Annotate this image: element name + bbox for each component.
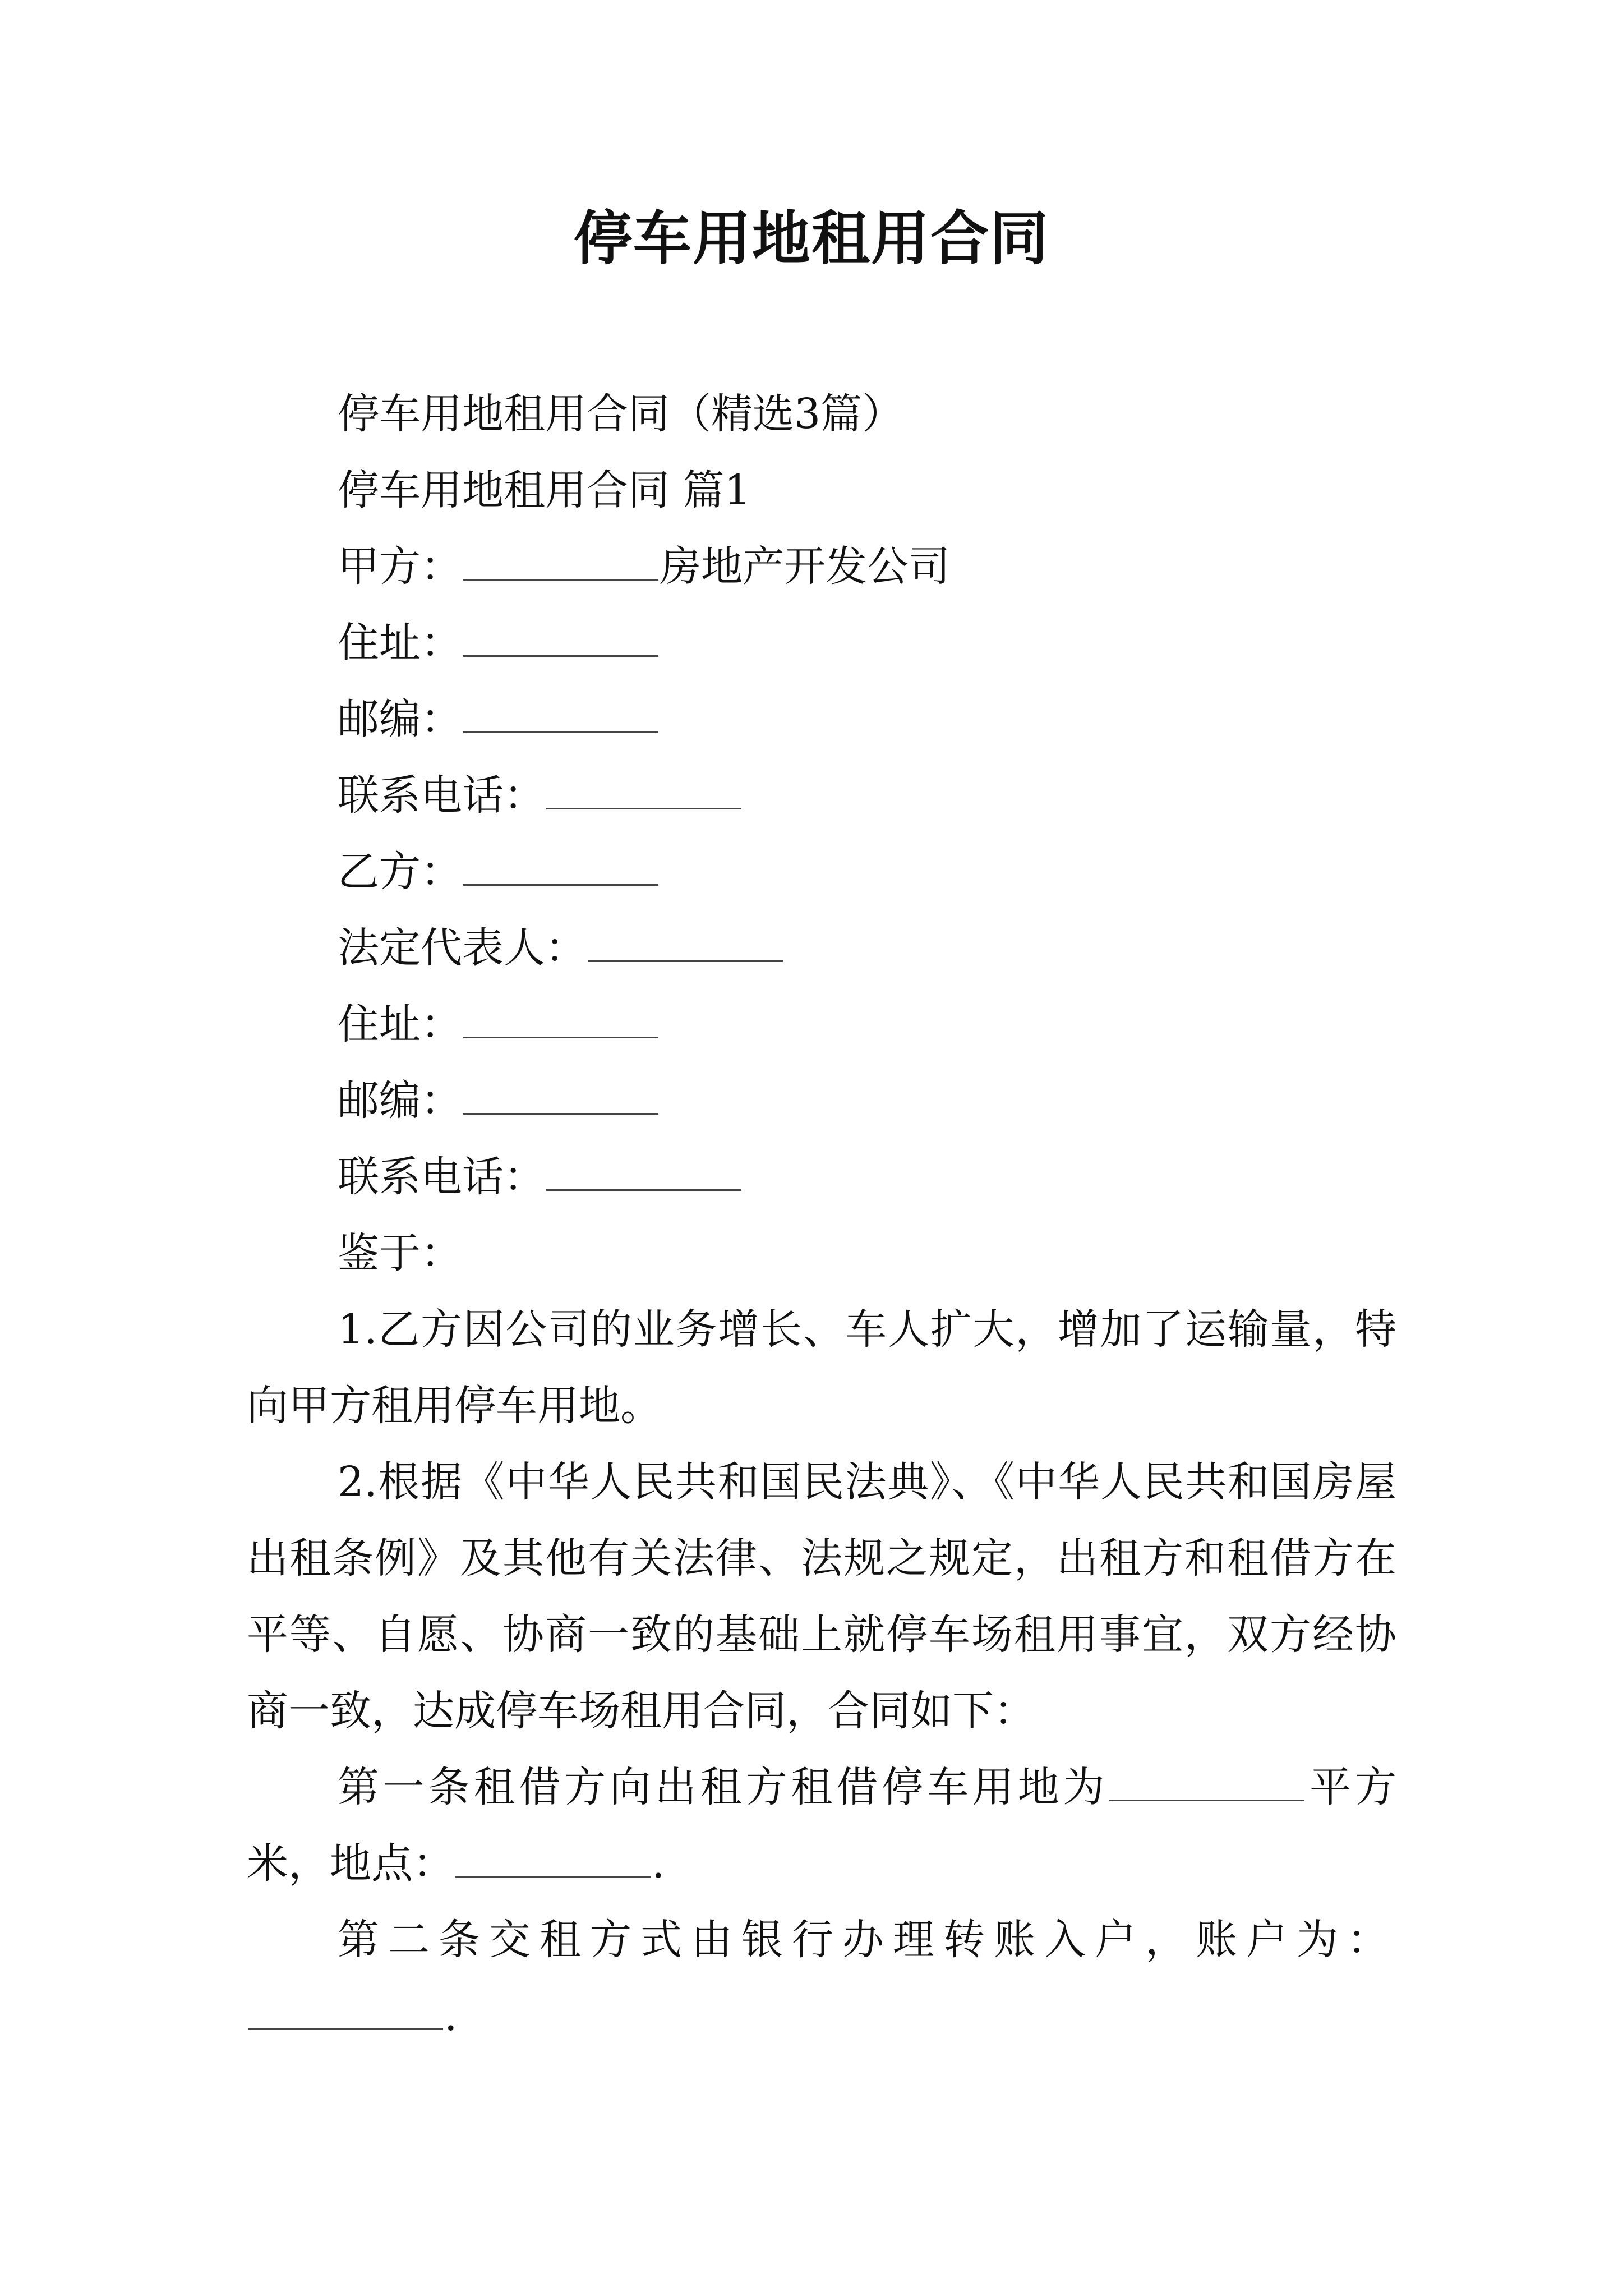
address-b-line (247, 986, 1396, 1062)
legal-rep-blank (588, 924, 783, 962)
phone-b-line (247, 1139, 1396, 1215)
article-2 (247, 1902, 1396, 2054)
address-a-line (247, 605, 1396, 681)
article-1-text: 第一条租借方向出租方租借停车用地为 (338, 1763, 1109, 1811)
article-2-end: . (444, 1992, 465, 2040)
party-b-label: 乙方： (338, 848, 462, 896)
legal-rep-label: 法定代表人： (338, 924, 587, 972)
postcode-b-blank (463, 1077, 658, 1115)
account-blank (248, 1993, 443, 2030)
section-heading: 停车用地租用合同 篇1 (338, 466, 751, 514)
phone-a-line (247, 757, 1396, 834)
area-blank (1109, 1764, 1304, 1801)
postcode-a-line (247, 681, 1396, 757)
article-1 (247, 1749, 1396, 1902)
phone-a-blank (546, 772, 741, 809)
whereas-label: 鉴于： (338, 1229, 462, 1277)
party-a-suffix: 房地产开发公司 (660, 542, 950, 591)
postcode-b-label: 邮编： (338, 1076, 462, 1125)
document-title: 停车用地租用合同 (573, 204, 1049, 273)
postcode-a-label: 邮编： (338, 695, 462, 743)
party-b-blank (463, 848, 658, 886)
phone-a-label: 联系电话： (338, 771, 545, 820)
address-a-blank (463, 619, 658, 657)
address-b-blank (463, 1001, 658, 1038)
postcode-a-blank (463, 696, 658, 733)
phone-b-blank (546, 1153, 741, 1191)
location-blank (455, 1840, 651, 1878)
article-1-unit: 平方米，地点： (247, 1763, 1397, 1888)
document-body (247, 376, 1396, 2054)
article-1-end: . (652, 1839, 665, 1888)
legal-rep-line (247, 910, 1396, 986)
party-a-label: 甲方： (338, 542, 462, 591)
phone-b-label: 联系电话： (338, 1153, 545, 1201)
address-b-label: 住址： (338, 1000, 462, 1048)
address-a-label: 住址： (338, 619, 462, 667)
article-2-text: 第二条交租方式由银行办理转账入户，账户为： (338, 1916, 1396, 1964)
party-b-line (247, 834, 1396, 910)
postcode-b-line (247, 1062, 1396, 1139)
party-a-blank (463, 543, 658, 581)
paragraph-1: 1.乙方因公司的业务增长、车人扩大，增加了运输量，特向甲方租用停车用地。 (247, 1305, 1396, 1430)
subtitle: 停车用地租用合同（精选3篇） (338, 390, 904, 438)
party-a-line (247, 528, 1396, 605)
paragraph-2: 2.根据《中华人民共和国民法典》、《中华人民共和国房屋出租条例》及其他有关法律、法规之规定，出租方和租借方在平等、自愿、协商一致的基础上就停车场租用事宜，双方经协商一致，达成停车场租用合同，合同如下： (247, 1458, 1396, 1735)
